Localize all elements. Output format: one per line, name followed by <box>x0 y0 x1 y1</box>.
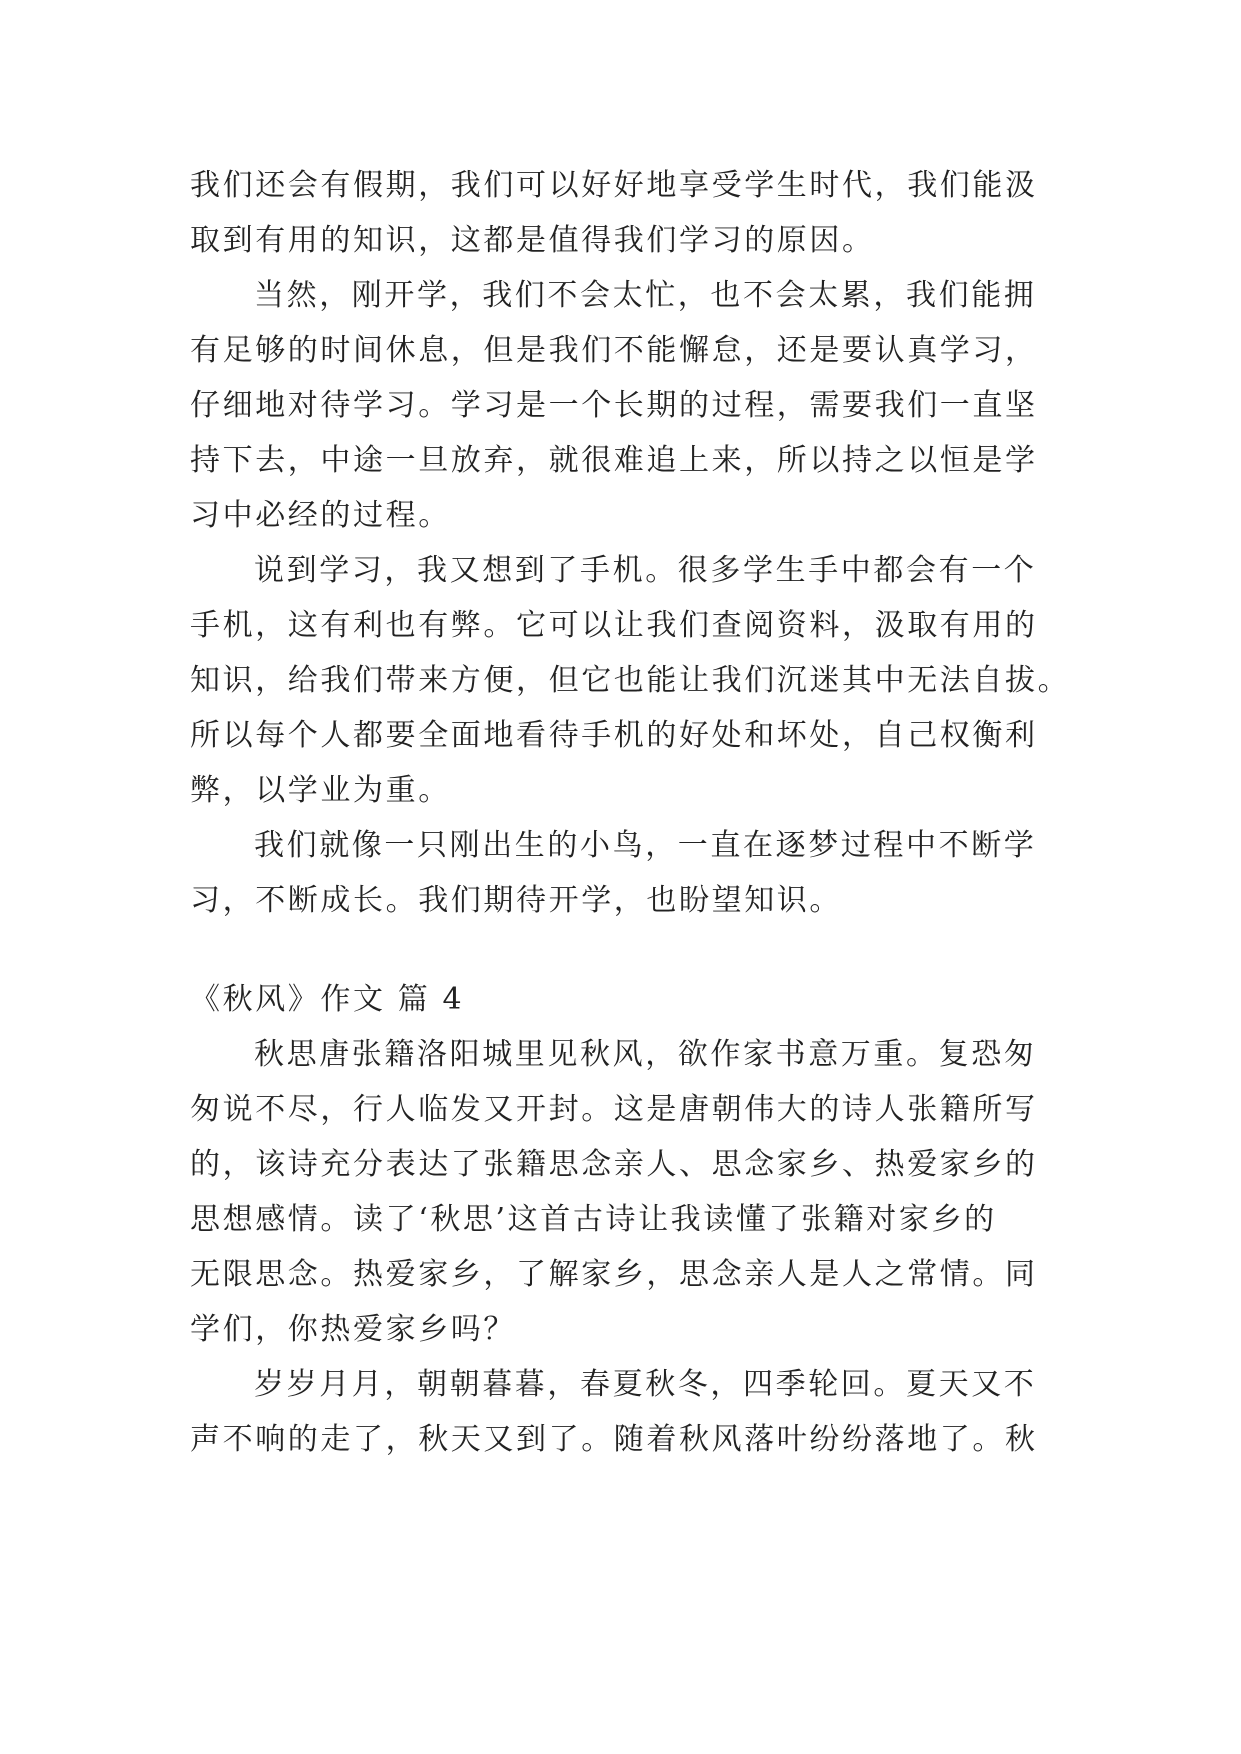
text-line: 手机，这有利也有弊。它可以让我们查阅资料，汲取有用的 <box>190 608 1038 643</box>
text-line: 无限思念。热爱家乡，了解家乡，思念亲人是人之常情。同 <box>190 1257 1038 1292</box>
text-line: 所以每个人都要全面地看待手机的好处和坏处，自己权衡利 <box>190 718 1038 753</box>
text-line: 取到有用的知识，这都是值得我们学习的原因。 <box>190 223 875 258</box>
text-line: 知识，给我们带来方便，但它也能让我们沉迷其中无法自拔。 <box>190 663 1071 698</box>
section-heading: 《秋风》作文 篇 4 <box>190 982 465 1017</box>
paragraph-start-line: 说到学习，我又想到了手机。很多学生手中都会有一个 <box>254 553 1037 588</box>
text-line: 习中必经的过程。 <box>190 498 451 533</box>
text-line: 思想感情。读了‘秋思’这首古诗让我读懂了张籍对家乡的 <box>190 1202 997 1237</box>
text-line: 声不响的走了，秋天又到了。随着秋风落叶纷纷落地了。秋 <box>190 1422 1038 1457</box>
text-line: 弊，以学业为重。 <box>190 773 451 808</box>
text-line: 仔细地对待学习。学习是一个长期的过程，需要我们一直坚 <box>190 388 1038 423</box>
text-line: 有足够的时间休息，但是我们不能懈怠，还是要认真学习， <box>190 333 1038 368</box>
text-line: 习，不断成长。我们期待开学，也盼望知识。 <box>190 883 842 918</box>
text-line: 的，该诗充分表达了张籍思念亲人、思念家乡、热爱家乡的 <box>190 1147 1038 1182</box>
text-line: 持下去，中途一旦放弃，就很难追上来，所以持之以恒是学 <box>190 443 1038 478</box>
paragraph-start-line: 当然，刚开学，我们不会太忙，也不会太累，我们能拥 <box>254 278 1037 313</box>
paragraph-start-line: 我们就像一只刚出生的小鸟，一直在逐梦过程中不断学 <box>254 828 1037 863</box>
paragraph-start-line: 岁岁月月，朝朝暮暮，春夏秋冬，四季轮回。夏天又不 <box>254 1367 1037 1402</box>
text-line: 学们，你热爱家乡吗？ <box>190 1312 516 1347</box>
text-line: 匆说不尽，行人临发又开封。这是唐朝伟大的诗人张籍所写 <box>190 1092 1038 1127</box>
document-body <box>190 158 1071 1467</box>
paragraph-start-line: 秋思唐张籍洛阳城里见秋风，欲作家书意万重。复恐匆 <box>254 1037 1037 1072</box>
text-line: 我们还会有假期，我们可以好好地享受学生时代，我们能汲 <box>190 168 1038 203</box>
